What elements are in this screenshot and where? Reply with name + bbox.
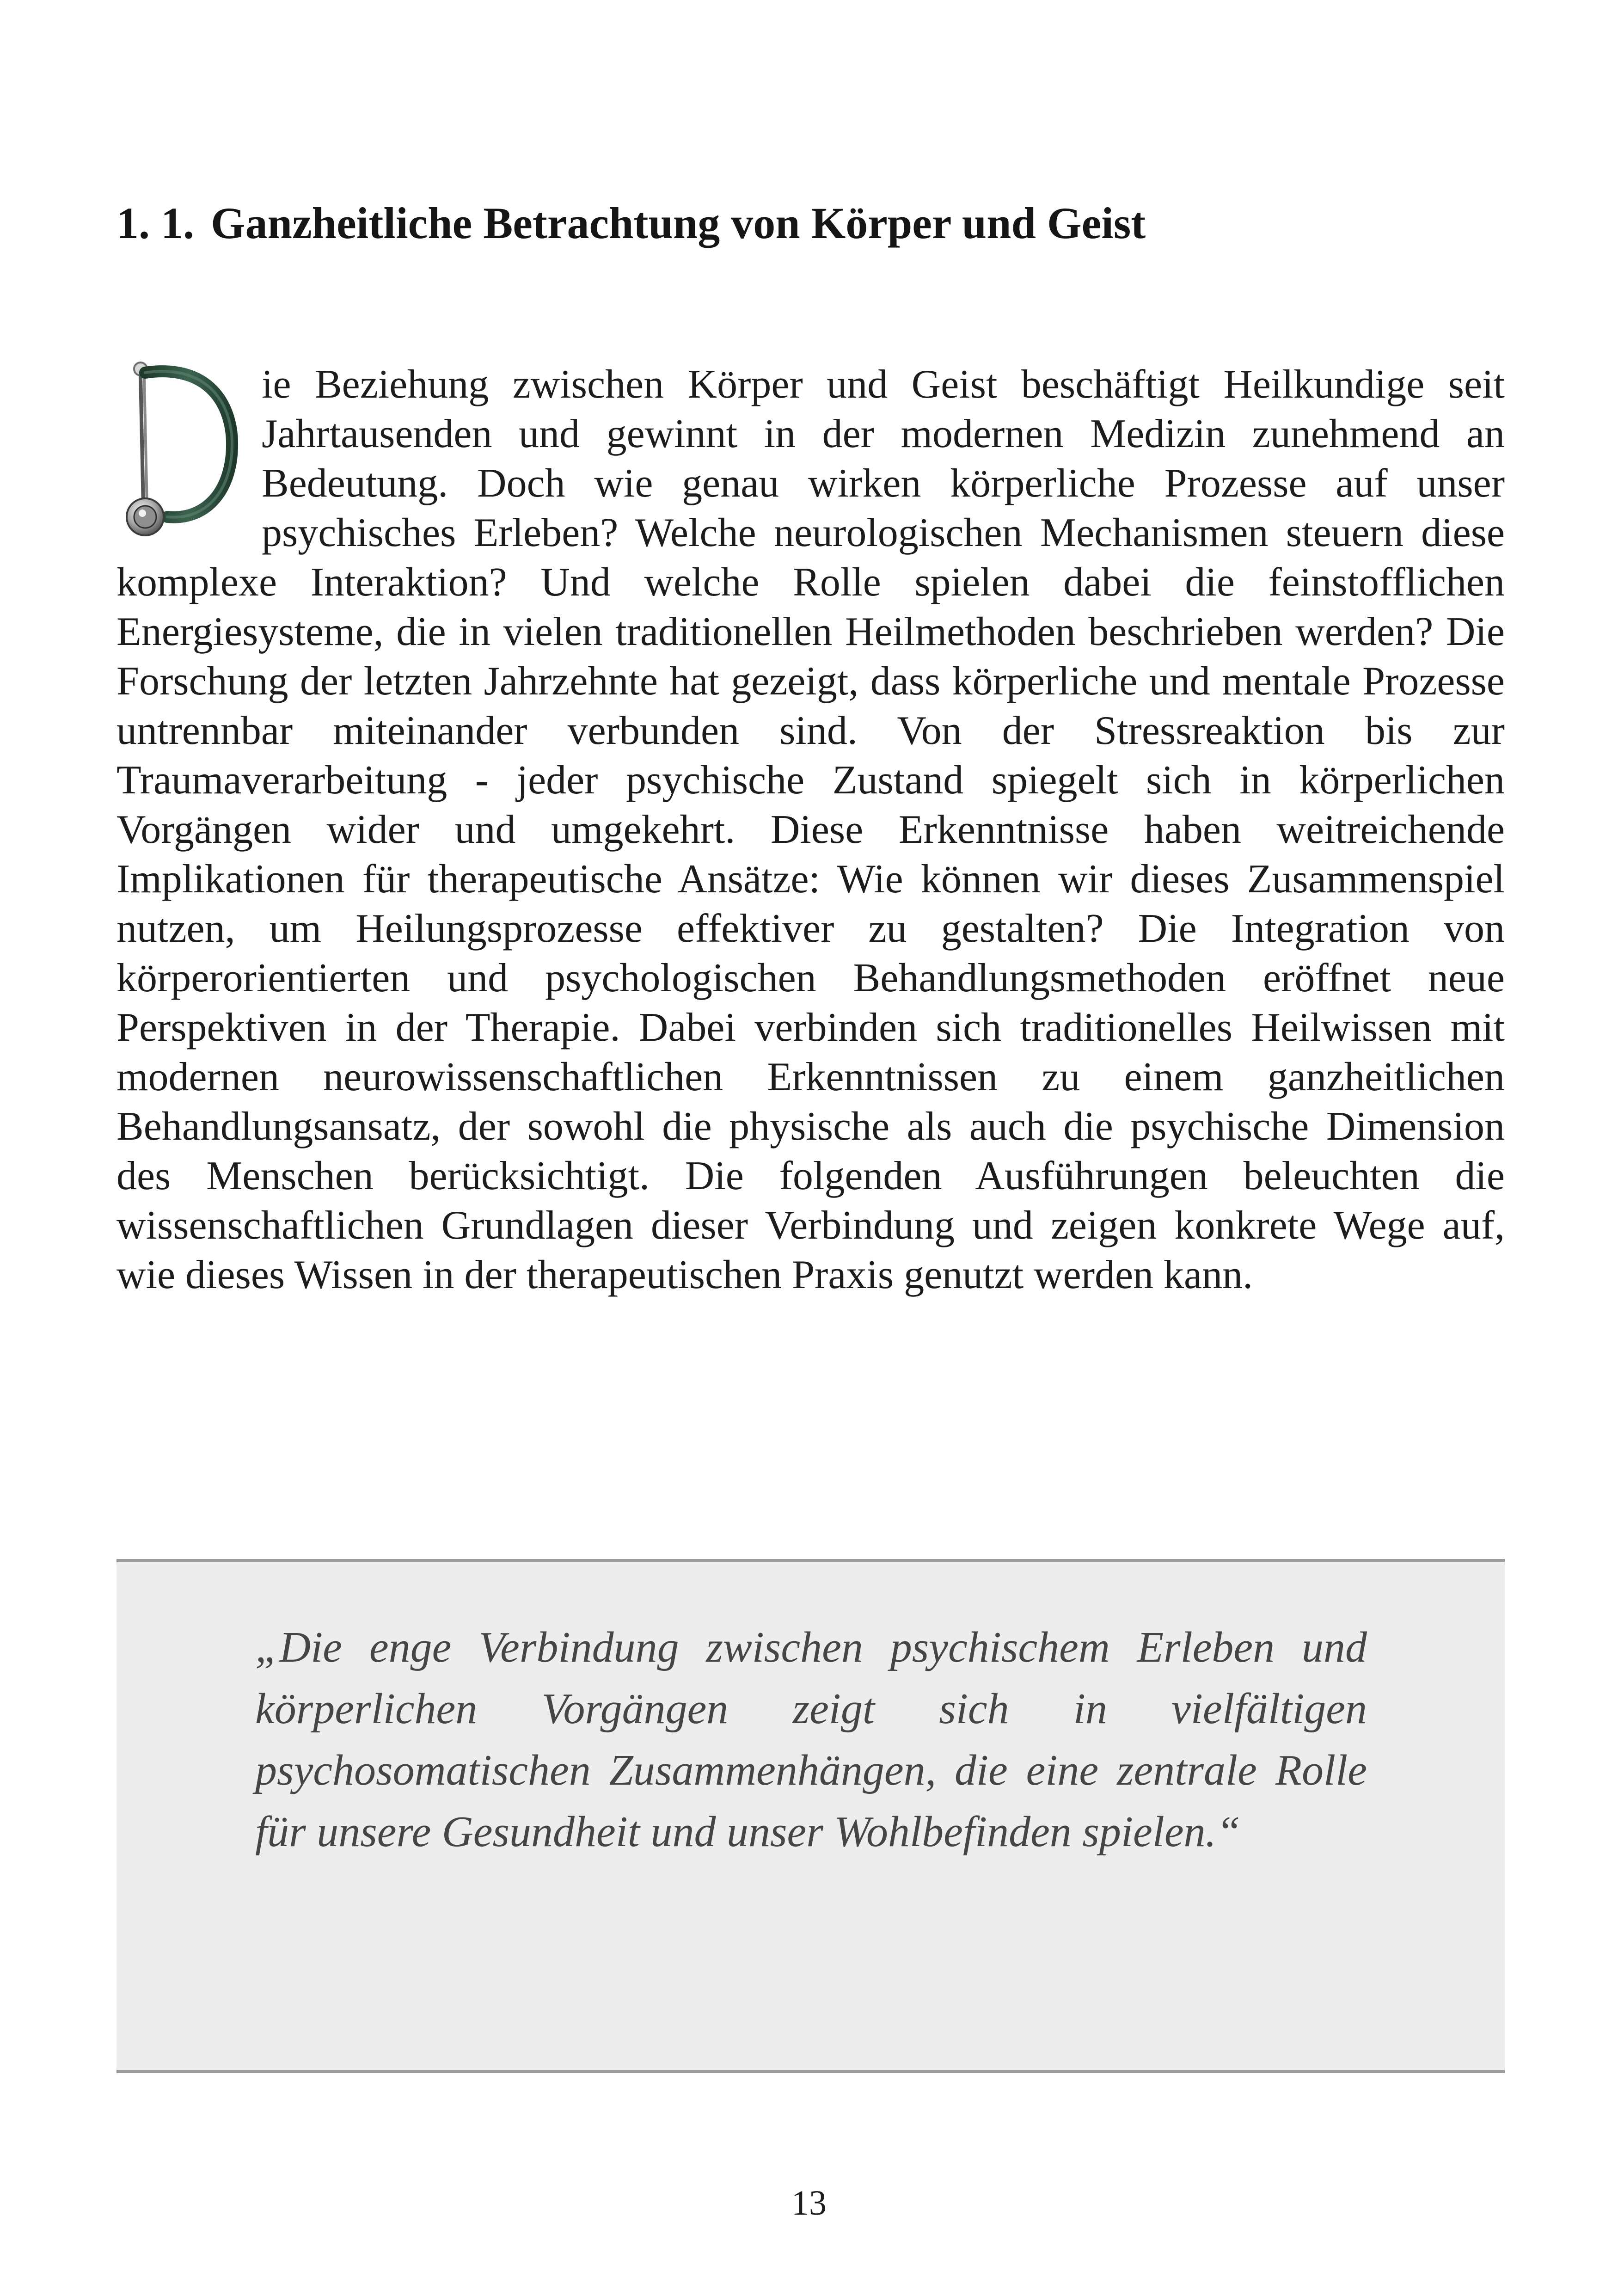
page-number: 13: [791, 2184, 827, 2222]
body-text: ie Beziehung zwischen Körper und Geist beschäftigt Heilkundige seit Jahrtausenden und gewinnt in der modernen Medizin zunehmend an Bedeutung. Doch wie genau wirken körperliche Prozesse auf unser psychisches Erleben? Welche neurologischen Mechanismen steuern diese komplexe Interaktion? Und welche Rolle spielen dabei die feinstofflichen Energiesysteme, die in vielen traditionellen Heilmethoden beschrieben werden? Die Forschung der letzten Jahrzehnte hat gezeigt, dass körperliche und mentale Prozesse untrennbar miteinander verbunden sind. Von der Stressreaktion bis zur Traumaverarbeitung - jeder psychische Zustand spiegelt sich in körperlichen Vorgängen wider und umgekehrt. Diese Erkenntnisse haben weitreichende Implikationen für therapeutische Ansätze: Wie können wir dieses Zusammenspiel nutzen, um Heilungsprozesse effektiver zu gestalten? Die Integration von körperorientierten und psychologischen Behandlungsmethoden eröffnet neue Perspektiven in der Therapie. Dabei verbinden sich traditionelles Heilwissen mit modernen neurowissenschaftlichen Erkenntnissen zu einem ganzheitlichen Behandlungsansatz, der sowohl die physische als auch die psychische Dimension des Menschen berücksichtigt. Die folgenden Ausführungen beleuchten die wissenschaftlichen Grundlagen dieser Verbindung und zeigen konkrete Wege auf, wie dieses Wissen in der therapeutischen Praxis genutzt werden kann.: [116, 362, 1505, 1297]
pull-quote-text: „Die enge Verbindung zwischen psychischem Erleben und körperlichen Vorgängen zeigt sich in vielfältigen psychosomatischen Zusammenhängen, die eine zentrale Rolle für unsere Gesundheit und unser Wohlbefinden spielen.“: [255, 1623, 1367, 1856]
body-paragraph: [116, 360, 1505, 1300]
section-title: Ganzheitliche Betrachtung von Körper und Geist: [211, 198, 1146, 248]
section-heading: [116, 199, 1146, 248]
dropcap-stethoscope-icon: [116, 354, 251, 544]
section-number: 1. 1.: [116, 198, 194, 248]
pull-quote-box: [116, 1559, 1505, 2073]
